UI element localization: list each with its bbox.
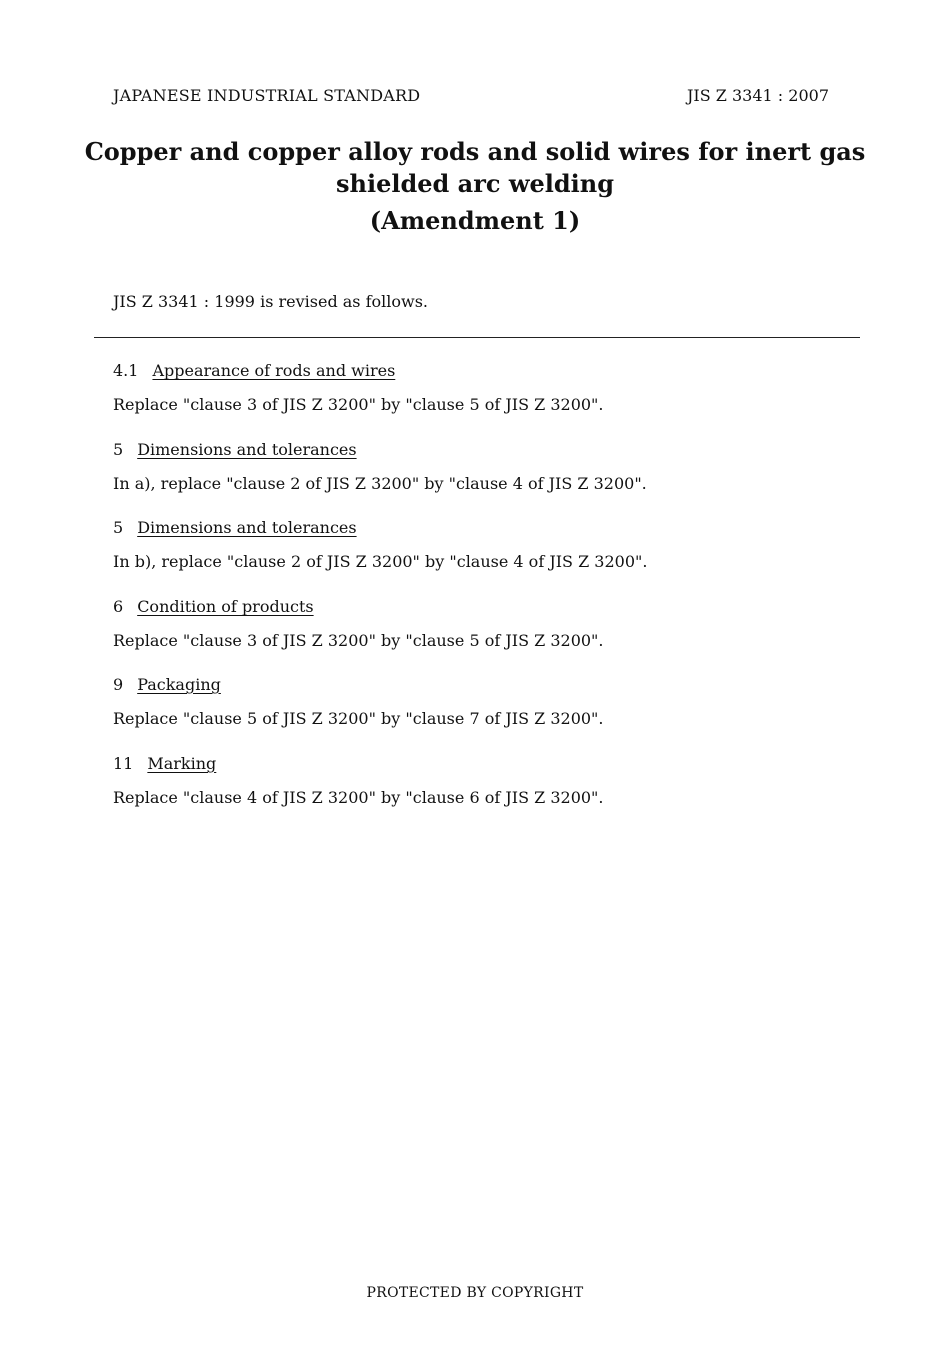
section-dimensions-b (113, 518, 833, 571)
section-packaging (113, 675, 833, 728)
amendment-label: (Amendment 1) (369, 206, 581, 235)
copyright-notice: PROTECTED BY COPYRIGHT (366, 1285, 584, 1301)
section-number: 5 (113, 518, 124, 537)
standard-label: JAPANESE INDUSTRIAL STANDARD (113, 86, 421, 105)
section-marking (113, 754, 833, 807)
section-number: 11 (113, 754, 134, 773)
section-title: Condition of products (137, 597, 314, 616)
intro-text: JIS Z 3341 : 1999 is revised as follows. (113, 292, 429, 311)
section-number: 4.1 (113, 361, 139, 380)
section-dimensions-a (113, 440, 833, 493)
section-body: Replace "clause 3 of JIS Z 3200" by "clause 5 of JIS Z 3200". (113, 631, 604, 650)
section-number: 6 (113, 597, 124, 616)
section-number: 9 (113, 675, 124, 694)
section-condition (113, 597, 833, 650)
section-body: In b), replace "clause 2 of JIS Z 3200" by "clause 4 of JIS Z 3200". (113, 552, 648, 571)
divider (94, 337, 860, 338)
section-body: Replace "clause 4 of JIS Z 3200" by "clause 6 of JIS Z 3200". (113, 788, 604, 807)
section-appearance (113, 361, 833, 414)
section-number: 5 (113, 440, 124, 459)
section-title: Dimensions and tolerances (137, 518, 357, 537)
section-title: Packaging (137, 675, 221, 694)
section-title: Appearance of rods and wires (152, 361, 396, 380)
section-body: Replace "clause 3 of JIS Z 3200" by "clause 5 of JIS Z 3200". (113, 395, 604, 414)
section-title: Marking (147, 754, 217, 773)
section-body: Replace "clause 5 of JIS Z 3200" by "clause 7 of JIS Z 3200". (113, 709, 604, 728)
document-title (0, 136, 950, 200)
title-line-1: Copper and copper alloy rods and solid wires for inert gas (84, 137, 866, 166)
section-title: Dimensions and tolerances (137, 440, 357, 459)
title-line-2: shielded arc welding (336, 169, 614, 198)
standard-number: JIS Z 3341 : 2007 (687, 86, 829, 105)
section-body: In a), replace "clause 2 of JIS Z 3200" by "clause 4 of JIS Z 3200". (113, 474, 647, 493)
